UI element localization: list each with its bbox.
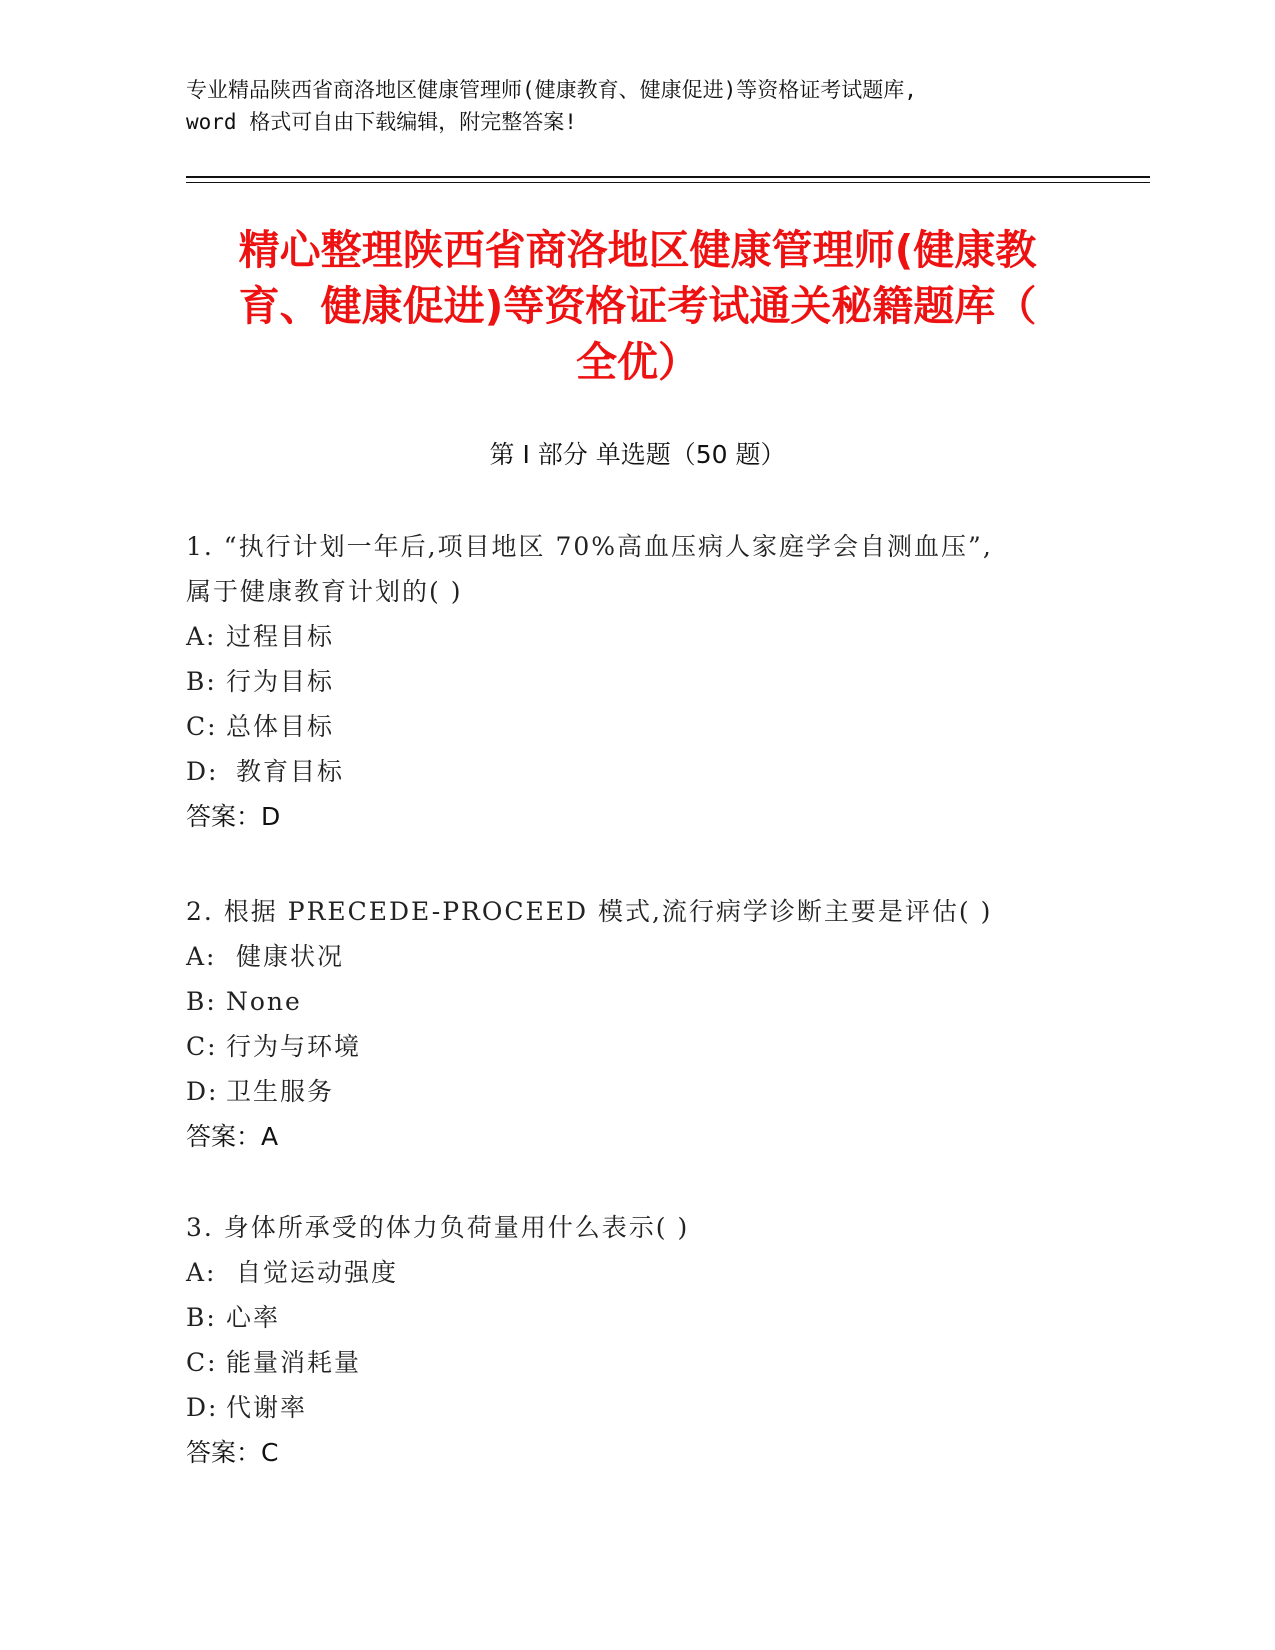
option-text: 健康状况 [226,942,344,971]
question-stem-line: 属于健康教育计划的( ) [186,577,463,606]
question-stem [186,524,1086,614]
question-2 [186,889,1086,1159]
option-d [186,749,1086,794]
section-heading: 第 I 部分 单选题（50 题） [489,440,786,469]
question-stem-line: 2. 根据 PRECEDE-PROCEED 模式,流行病学诊断主要是评估( ) [186,897,993,926]
option-a [186,614,1086,659]
answer-line: 答案：C [186,1438,279,1467]
header-note [186,74,1086,138]
option-key: D: [186,1393,219,1422]
option-key: A: [186,622,217,651]
option-key: B: [186,1303,217,1332]
header-divider-thin [186,182,1150,183]
option-b [186,1295,1086,1340]
question-1 [186,524,1086,839]
option-text: 总体目标 [226,712,335,741]
header-divider-thick [186,176,1150,178]
question-stem [186,889,1086,934]
document-title [170,222,1105,390]
option-d [186,1069,1086,1114]
option-text: 自觉运动强度 [226,1258,398,1287]
option-key: D: [186,1077,219,1106]
option-text: 心率 [226,1303,281,1332]
option-key: C: [186,712,218,741]
question-3 [186,1205,1086,1475]
option-key: A: [186,1258,217,1287]
option-text: 代谢率 [226,1393,308,1422]
option-text: 过程目标 [226,622,335,651]
question-stem-line: 3. 身体所承受的体力负荷量用什么表示( ) [186,1213,690,1242]
option-b [186,659,1086,704]
option-b [186,979,1086,1024]
option-a [186,1250,1086,1295]
option-text: None [226,987,302,1016]
question-stem-line: 1. “执行计划一年后,项目地区 70%高血压病人家庭学会自测血压”, [186,532,993,561]
header-note-line-2: word 格式可自由下载编辑，附完整答案! [186,110,577,134]
option-c [186,1340,1086,1385]
option-c [186,704,1086,749]
option-key: C: [186,1348,218,1377]
option-key: B: [186,987,217,1016]
title-line-2: 育、健康促进)等资格证考试通关秘籍题库（ [238,282,1037,330]
option-key: C: [186,1032,218,1061]
option-text: 能量消耗量 [226,1348,362,1377]
option-text: 教育目标 [226,757,344,786]
title-line-3: 全优） [576,338,699,386]
answer-line: 答案：D [186,802,281,831]
option-d [186,1385,1086,1430]
option-key: A: [186,942,217,971]
option-text: 卫生服务 [226,1077,335,1106]
option-a [186,934,1086,979]
option-c [186,1024,1086,1069]
option-text: 行为目标 [226,667,335,696]
option-key: B: [186,667,217,696]
answer-line: 答案：A [186,1122,279,1151]
option-key: D: [186,757,219,786]
option-text: 行为与环境 [226,1032,362,1061]
title-line-1: 精心整理陕西省商洛地区健康管理师(健康教 [238,226,1037,274]
question-stem [186,1205,1086,1250]
header-note-line-1: 专业精品陕西省商洛地区健康管理师(健康教育、健康促进)等资格证考试题库, [186,78,917,102]
